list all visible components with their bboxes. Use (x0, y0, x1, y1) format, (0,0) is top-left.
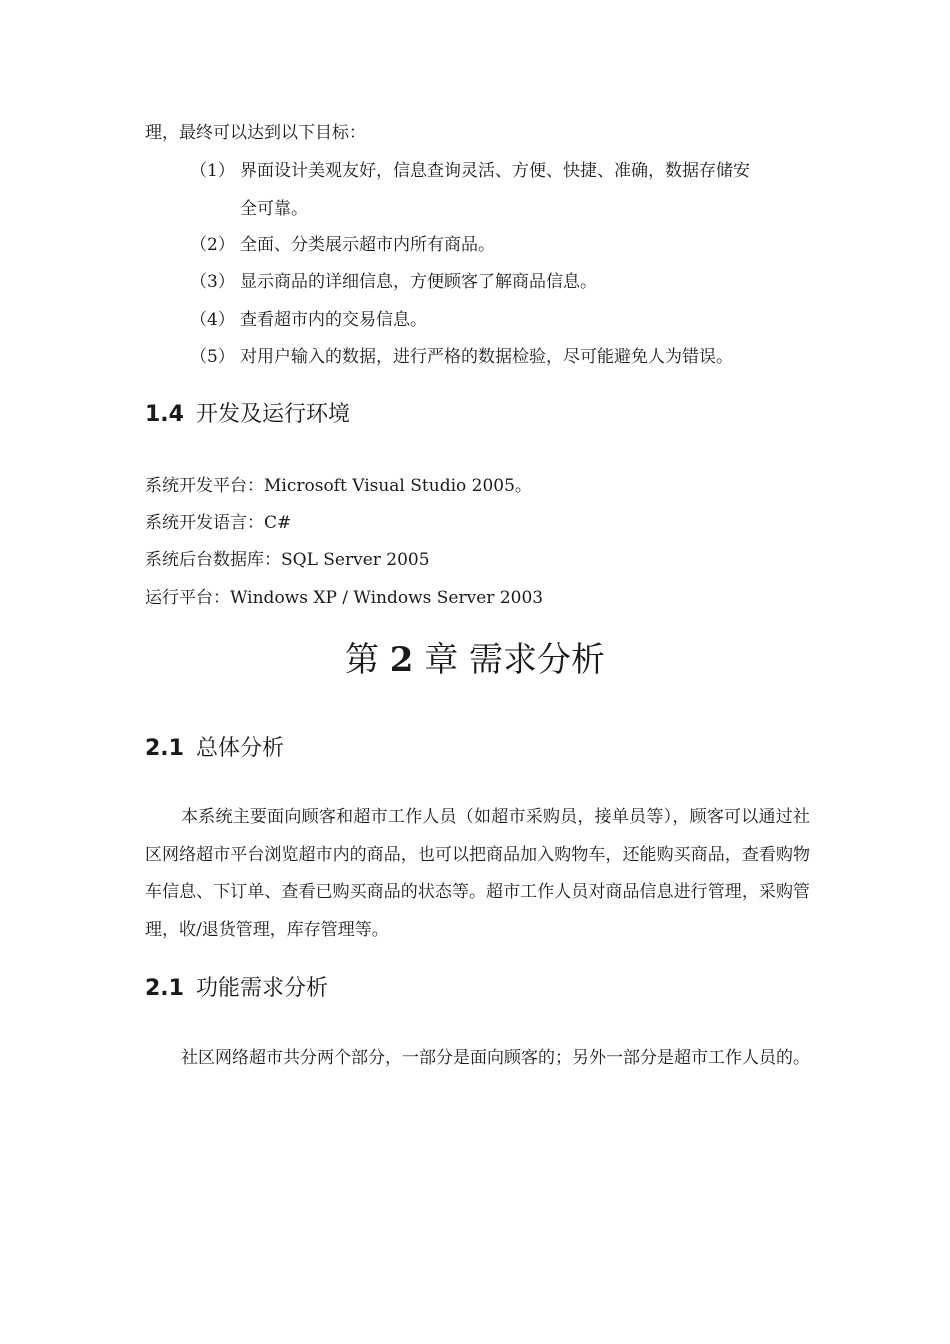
environment-language: 系统开发语言：C# (145, 513, 292, 533)
section-number: 1.4 (145, 402, 184, 427)
goal-number: （5） (190, 347, 235, 367)
section-heading-2-1-overview (145, 734, 284, 764)
section-heading-2-1-function (145, 974, 328, 1004)
chapter-prefix: 第 (344, 640, 379, 680)
section-title: 总体分析 (195, 736, 284, 761)
section-title: 功能需求分析 (195, 976, 328, 1001)
goal-text: 对用户输入的数据，进行严格的数据检验，尽可能避免人为错误。 (240, 347, 733, 367)
goal-number: （3） (190, 272, 235, 292)
section-heading-1-4 (145, 400, 350, 430)
goal-text: 查看超市内的交易信息。 (240, 310, 427, 330)
chapter-title (0, 638, 950, 682)
environment-runtime: 运行平台：Windows XP / Windows Server 2003 (145, 588, 544, 608)
intro-line: 理，最终可以达到以下目标： (145, 123, 366, 143)
chapter-suffix: 章 需求分析 (424, 640, 606, 680)
function-paragraph: 社区网络超市共分两个部分，一部分是面向顾客的；另外一部分是超市工作人员的。 (181, 1048, 810, 1068)
section-number: 2.1 (145, 976, 184, 1001)
section-number: 2.1 (145, 736, 184, 761)
goal-number: （2） (190, 235, 235, 255)
chapter-number: 2 (389, 640, 414, 680)
overview-paragraph: 本系统主要面向顾客和超市工作人员（如超市采购员，接单员等），顾客可以通过社区网络超市平台浏览超市内的商品，也可以把商品加入购物车，还能购买商品，查看购物车信息、下订单、查看已购买商品的状态等。超市工作人员对商品信息进行管理，采购管理，收/退货管理，库存管理等。 (145, 807, 810, 940)
goal-number: （1） (190, 161, 235, 181)
goal-text: 界面设计美观友好，信息查询灵活、方便、快捷、准确，数据存储安 (240, 161, 750, 181)
goal-number: （4） (190, 310, 235, 330)
goal-text: 全面、分类展示超市内所有商品。 (240, 235, 495, 255)
environment-platform: 系统开发平台：Microsoft Visual Studio 2005。 (145, 476, 532, 496)
goal-text-continued: 全可靠。 (240, 199, 308, 219)
goal-text: 显示商品的详细信息，方便顾客了解商品信息。 (240, 272, 597, 292)
section-title: 开发及运行环境 (195, 402, 350, 427)
environment-database: 系统后台数据库：SQL Server 2005 (145, 550, 430, 570)
